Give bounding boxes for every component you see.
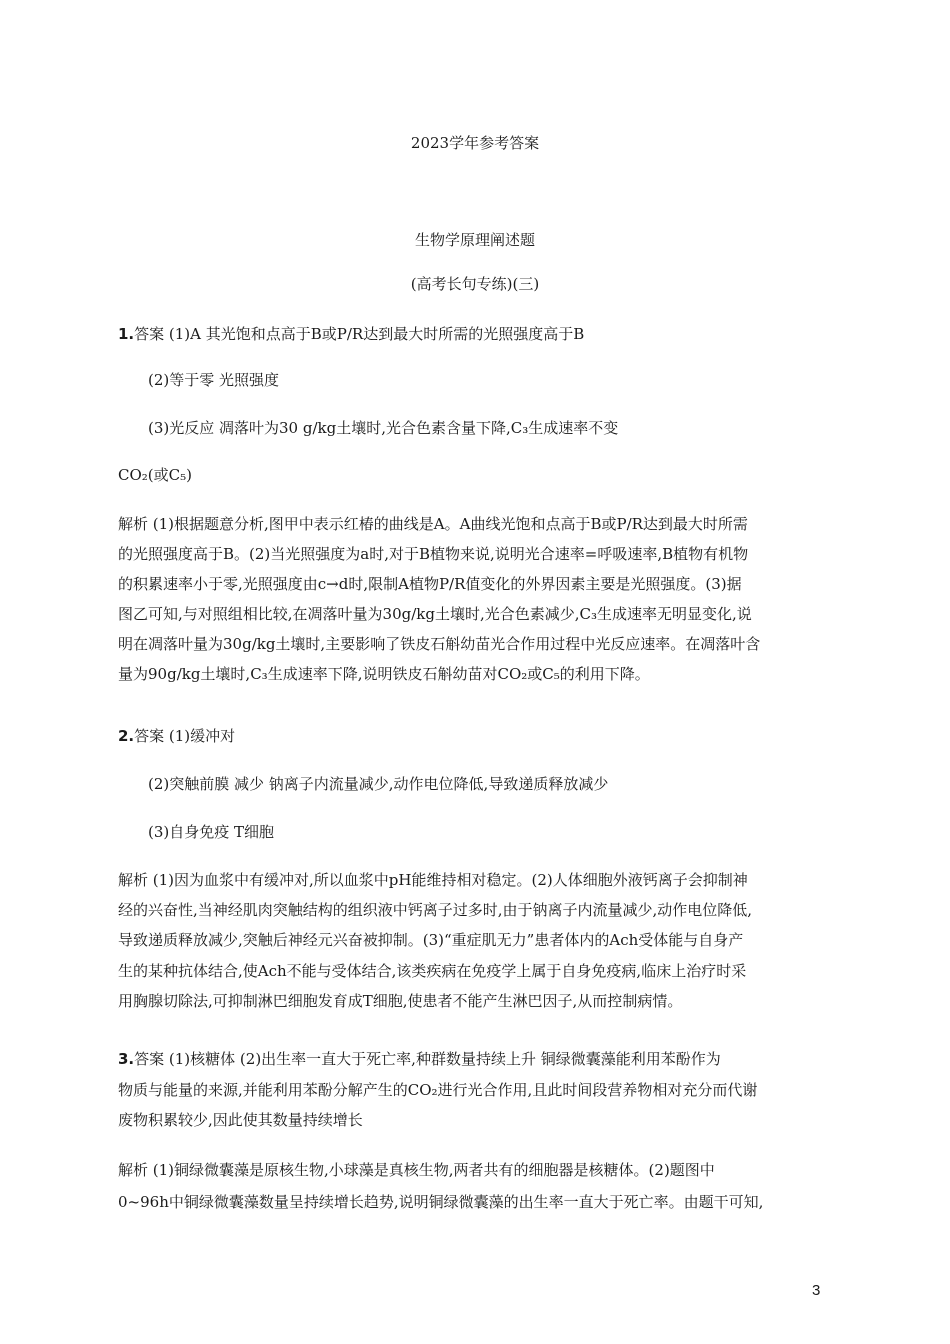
- q3-number: 3.: [118, 1050, 135, 1068]
- q1-analysis-line: 的积累速率小于零,光照强度由c→d时,限制A植物P/R值变化的外界因素主要是光照强度。(3)据: [118, 575, 742, 593]
- q1-analysis-line: 的光照强度高于B。(2)当光照强度为a时,对于B植物来说,说明光合速率=呼吸速率,B植物有机物: [118, 545, 749, 563]
- q3-analysis-line: 解析 (1)铜绿微囊藻是原核生物,小球藻是真核生物,两者共有的细胞器是核糖体。(2)题图中: [118, 1161, 715, 1179]
- q2-answer-line-1: [118, 726, 832, 746]
- q1-analysis-line: 图乙可知,与对照组相比较,在凋落叶量为30g/kg土壤时,光合色素减少,C₃生成速率无明显变化,说: [118, 605, 752, 623]
- q1-answer-line-3: (3)光反应 凋落叶为30 g/kg土壤时,光合色素含量下降,C₃生成速率不变: [148, 419, 619, 437]
- page-number: 3: [812, 1282, 821, 1299]
- document-title: 2023学年参考答案: [410, 134, 540, 152]
- q2-analysis-line: 导致递质释放减少,突触后神经元兴奋被抑制。(3)“重症肌无力”患者体内的Ach受体能与自身产: [118, 931, 744, 949]
- q1-answer-text-1: 答案 (1)A 其光饱和点高于B或P/R达到最大时所需的光照强度高于B: [134, 325, 585, 343]
- q3-analysis-line: 0~96h中铜绿微囊藻数量呈持续增长趋势,说明铜绿微囊藻的出生率一直大于死亡率。由题干可知,: [118, 1193, 764, 1211]
- q1-analysis-line: 解析 (1)根据题意分析,图甲中表示红椿的曲线是A。A曲线光饱和点高于B或P/R达到最大时所需: [118, 515, 748, 533]
- q3-answer-text-1: 答案 (1)核糖体 (2)出生率一直大于死亡率,种群数量持续上升 铜绿微囊藻能利用苯酚作为: [134, 1050, 721, 1068]
- section-title: 生物学原理阐述题: [414, 231, 535, 249]
- section-subtitle: (高考长句专练)(三): [410, 275, 540, 293]
- q2-analysis-line: 解析 (1)因为血浆中有缓冲对,所以血浆中pH能维持相对稳定。(2)人体细胞外液钙离子会抑制神: [118, 871, 748, 889]
- q1-answer-line-1: [118, 324, 832, 344]
- q3-answer-line-1: [118, 1049, 832, 1069]
- q2-answer-text-1: 答案 (1)缓冲对: [134, 727, 236, 745]
- q2-number: 2.: [118, 727, 135, 745]
- q2-answer-line-2: (2)突触前膜 减少 钠离子内流量减少,动作电位降低,导致递质释放减少: [148, 775, 609, 793]
- q2-analysis-line: 生的某种抗体结合,使Ach不能与受体结合,该类疾病在免疫学上属于自身免疫病,临床上治疗时采: [118, 962, 747, 980]
- q1-analysis-line: 量为90g/kg土壤时,C₃生成速率下降,说明铁皮石斛幼苗对CO₂或C₅的利用下降。: [118, 665, 650, 683]
- q3-answer-line-2: 物质与能量的来源,并能利用苯酚分解产生的CO₂进行光合作用,且此时间段营养物相对充分而代谢: [118, 1081, 758, 1099]
- q1-answer-line-4: CO₂(或C₅): [118, 466, 192, 484]
- q2-analysis-line: 经的兴奋性,当神经肌肉突触结构的组织液中钙离子过多时,由于钠离子内流量减少,动作电位降低,: [118, 901, 753, 919]
- q1-analysis-line: 明在凋落叶量为30g/kg土壤时,主要影响了铁皮石斛幼苗光合作用过程中光反应速率。在凋落叶含: [118, 635, 761, 653]
- q2-analysis-line: 用胸腺切除法,可抑制淋巴细胞发育成T细胞,使患者不能产生淋巴因子,从而控制病情。: [118, 992, 683, 1010]
- q3-answer-line-3: 废物积累较少,因此使其数量持续增长: [118, 1111, 363, 1129]
- q1-number: 1.: [118, 325, 135, 343]
- q1-answer-line-2: (2)等于零 光照强度: [148, 371, 280, 389]
- q2-answer-line-3: (3)自身免疫 T细胞: [148, 823, 275, 841]
